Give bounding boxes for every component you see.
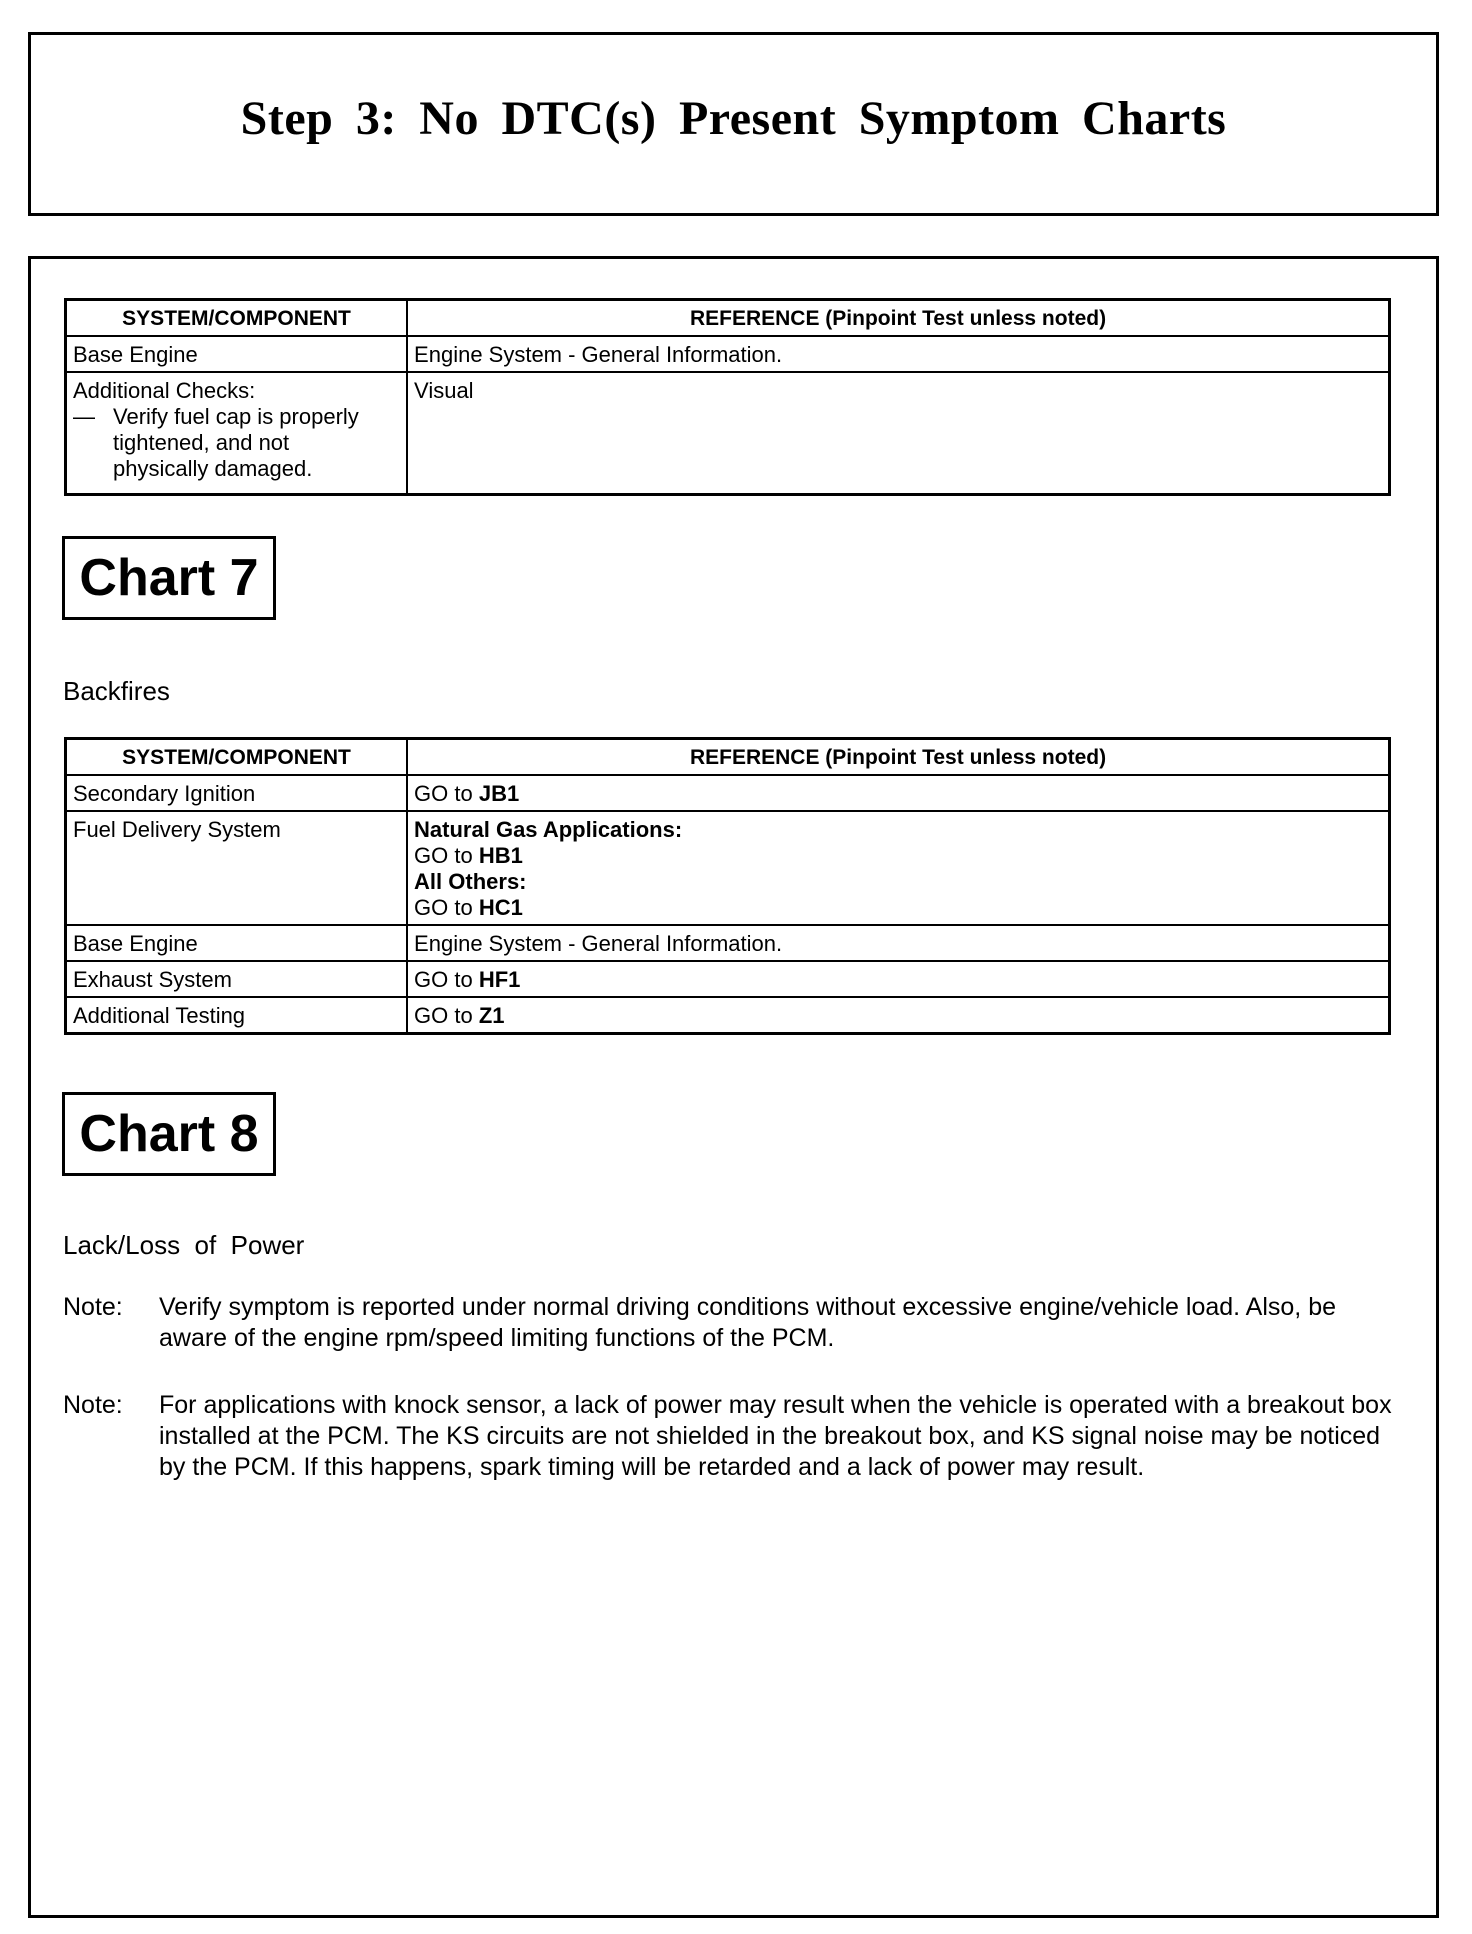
goto-text: GO to [414, 843, 473, 868]
column-header-component: SYSTEM/COMPONENT [66, 739, 408, 776]
goto-text: GO to [414, 967, 473, 992]
additional-checks-label: Additional Checks: [73, 378, 256, 403]
applications-label: All Others: [414, 869, 527, 894]
reference-cell [407, 997, 1389, 1034]
table-row [66, 925, 1390, 961]
title-box [28, 32, 1439, 216]
reference-cell: Engine System - General Information. [407, 336, 1389, 372]
note [63, 1390, 1399, 1483]
chart-7-heading: Chart 7 [62, 536, 276, 620]
note-label: Note: [63, 1293, 123, 1321]
table-row [66, 775, 1390, 811]
note-text: For applications with knock sensor, a lack of power may result when the vehicle is operated with a breakout box installed at the PCM. The KS circuits are not shielded in the breakout box, and KS signal noise may be noticed by the PCM. If this happens, spark timing will be retarded and a lack of power may result. [159, 1391, 1392, 1481]
table-row [66, 811, 1390, 925]
goto-text: GO to [414, 781, 473, 806]
component-cell: Fuel Delivery System [66, 811, 408, 925]
component-cell: Secondary Ignition [66, 775, 408, 811]
note-label: Note: [63, 1391, 123, 1419]
table-row [66, 336, 1390, 372]
component-cell: Base Engine [66, 336, 408, 372]
goto-text: GO to [414, 895, 473, 920]
reference-cell [407, 775, 1389, 811]
note-text: Verify symptom is reported under normal driving conditions without excessive engine/vehicle load. Also, be aware of the engine rpm/speed limiting functions of the PCM. [159, 1293, 1337, 1352]
table-header-row [66, 300, 1390, 337]
applications-label: Natural Gas Applications: [414, 817, 683, 842]
check-item [73, 404, 400, 482]
dash-bullet: — [73, 404, 95, 429]
test-code: JB1 [478, 781, 520, 806]
column-header-component: SYSTEM/COMPONENT [66, 300, 408, 337]
test-code: HF1 [478, 967, 521, 992]
reference-cell: Engine System - General Information. [407, 925, 1389, 961]
goto-text: GO to [414, 1003, 473, 1028]
component-cell: Base Engine [66, 925, 408, 961]
column-header-reference: REFERENCE (Pinpoint Test unless noted) [407, 300, 1389, 337]
test-code: HB1 [478, 843, 523, 868]
chart-8-heading: Chart 8 [62, 1092, 276, 1176]
reference-cell [407, 961, 1389, 997]
column-header-reference: REFERENCE (Pinpoint Test unless noted) [407, 739, 1389, 776]
table-row [66, 961, 1390, 997]
table-header-row [66, 739, 1390, 776]
check-item-text: Verify fuel cap is properly tightened, and not physically damaged. [113, 404, 359, 481]
test-code: Z1 [478, 1003, 505, 1028]
chart-7-symptom: Backfires [63, 676, 170, 706]
component-cell: Additional Testing [66, 997, 408, 1034]
table-row [66, 997, 1390, 1034]
reference-cell [407, 811, 1389, 925]
component-cell [66, 372, 408, 494]
base-engine-table [64, 298, 1391, 496]
test-code: HC1 [478, 895, 523, 920]
component-cell: Exhaust System [66, 961, 408, 997]
page-title: Step 3: No DTC(s) Present Symptom Charts [240, 91, 1227, 145]
table-row [66, 372, 1390, 494]
chart-8-symptom: Lack/Loss of Power [63, 1230, 305, 1260]
chart-7-table [64, 737, 1391, 1035]
content-frame [28, 256, 1439, 1918]
reference-cell: Visual [407, 372, 1389, 494]
note [63, 1292, 1399, 1354]
